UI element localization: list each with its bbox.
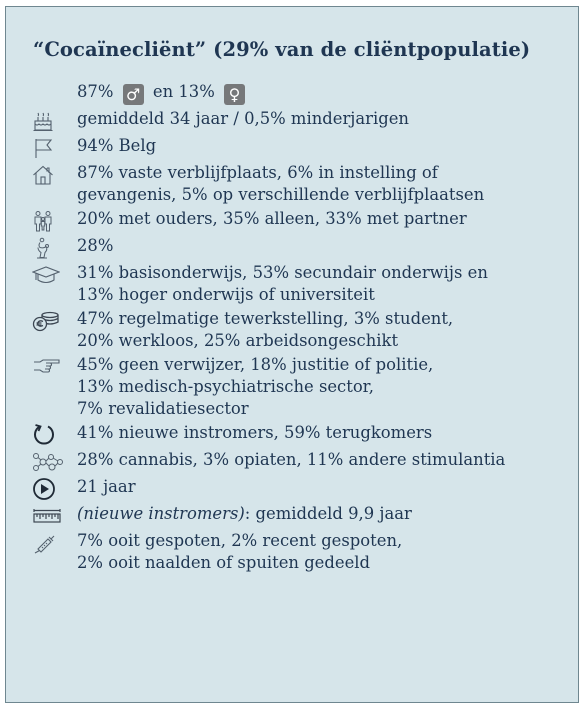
ruler-icon bbox=[32, 504, 68, 528]
panel-title: “Cocaïnecliënt” (29% van de cliëntpopulatie) bbox=[33, 38, 531, 61]
duration-qualifier: (nieuwe instromers) bbox=[77, 504, 245, 523]
molecule-icon bbox=[32, 450, 68, 474]
residence-row bbox=[6, 162, 580, 206]
flag-icon bbox=[32, 136, 68, 160]
profile-list bbox=[6, 81, 580, 576]
injection-row bbox=[6, 530, 580, 574]
coins-icon bbox=[32, 309, 68, 333]
other-drugs-text: 28% cannabis, 3% opiaten, 11% andere stimulantia bbox=[77, 450, 506, 469]
treatment-text: 41% nieuwe instromers, 59% terugkomers bbox=[77, 423, 433, 442]
refresh-circle-icon bbox=[32, 423, 68, 447]
male-pct: 87% bbox=[77, 82, 114, 101]
gender-row bbox=[6, 81, 580, 106]
onset-text: 21 jaar bbox=[77, 477, 136, 496]
injection-text-line1: 7% ooit gespoten, 2% recent gespoten, bbox=[77, 531, 403, 550]
education-text-line2: 13% hoger onderwijs of universiteit bbox=[77, 285, 375, 304]
gender-icon-spacer bbox=[32, 82, 68, 106]
male-icon: ♂ bbox=[123, 84, 144, 105]
duration-text: : gemiddeld 9,9 jaar bbox=[244, 504, 412, 523]
female-icon: ♀ bbox=[224, 84, 245, 105]
gender-text bbox=[77, 81, 547, 105]
play-circle-icon bbox=[32, 477, 68, 501]
house-icon bbox=[32, 163, 68, 187]
residence-text-line1: 87% vaste verblijfplaats, 6% in instelling of bbox=[77, 163, 438, 182]
residence-text-line2: gevangenis, 5% op verschillende verblijfplaatsen bbox=[77, 185, 485, 204]
female-pct: en 13% bbox=[152, 82, 215, 101]
nationality-text: 94% Belg bbox=[77, 136, 157, 155]
education-text-line1: 31% basisonderwijs, 53% secundair onderwijs en bbox=[77, 263, 488, 282]
age-row bbox=[6, 108, 580, 133]
syringe-icon bbox=[32, 531, 68, 555]
other-drugs-row bbox=[6, 449, 580, 474]
family-icon bbox=[32, 209, 68, 233]
treatment-row bbox=[6, 422, 580, 447]
injection-text-line2: 2% ooit naalden of spuiten gedeeld bbox=[77, 553, 371, 572]
employment-text-line1: 47% regelmatige tewerkstelling, 3% student, bbox=[77, 309, 454, 328]
graduation-cap-icon bbox=[32, 263, 68, 287]
client-profile-panel bbox=[5, 6, 579, 703]
education-row bbox=[6, 262, 580, 306]
living-row bbox=[6, 208, 580, 233]
referral-row bbox=[6, 354, 580, 420]
children-row bbox=[6, 235, 580, 260]
living-text: 20% met ouders, 35% alleen, 33% met partner bbox=[77, 209, 467, 228]
pointing-hand-icon bbox=[32, 355, 68, 379]
referral-text-line3: 7% revalidatiesector bbox=[77, 399, 249, 418]
employment-row bbox=[6, 308, 580, 352]
mother-child-icon bbox=[32, 236, 68, 260]
onset-row bbox=[6, 476, 580, 501]
referral-text-line1: 45% geen verwijzer, 18% justitie of politie, bbox=[77, 355, 434, 374]
birthday-cake-icon bbox=[32, 109, 68, 133]
nationality-row bbox=[6, 135, 580, 160]
employment-text-line2: 20% werkloos, 25% arbeidsongeschikt bbox=[77, 331, 399, 350]
referral-text-line2: 13% medisch-psychiatrische sector, bbox=[77, 377, 374, 396]
duration-row bbox=[6, 503, 580, 528]
age-text: gemiddeld 34 jaar / 0,5% minderjarigen bbox=[77, 109, 409, 128]
children-text: 28% bbox=[77, 236, 114, 255]
